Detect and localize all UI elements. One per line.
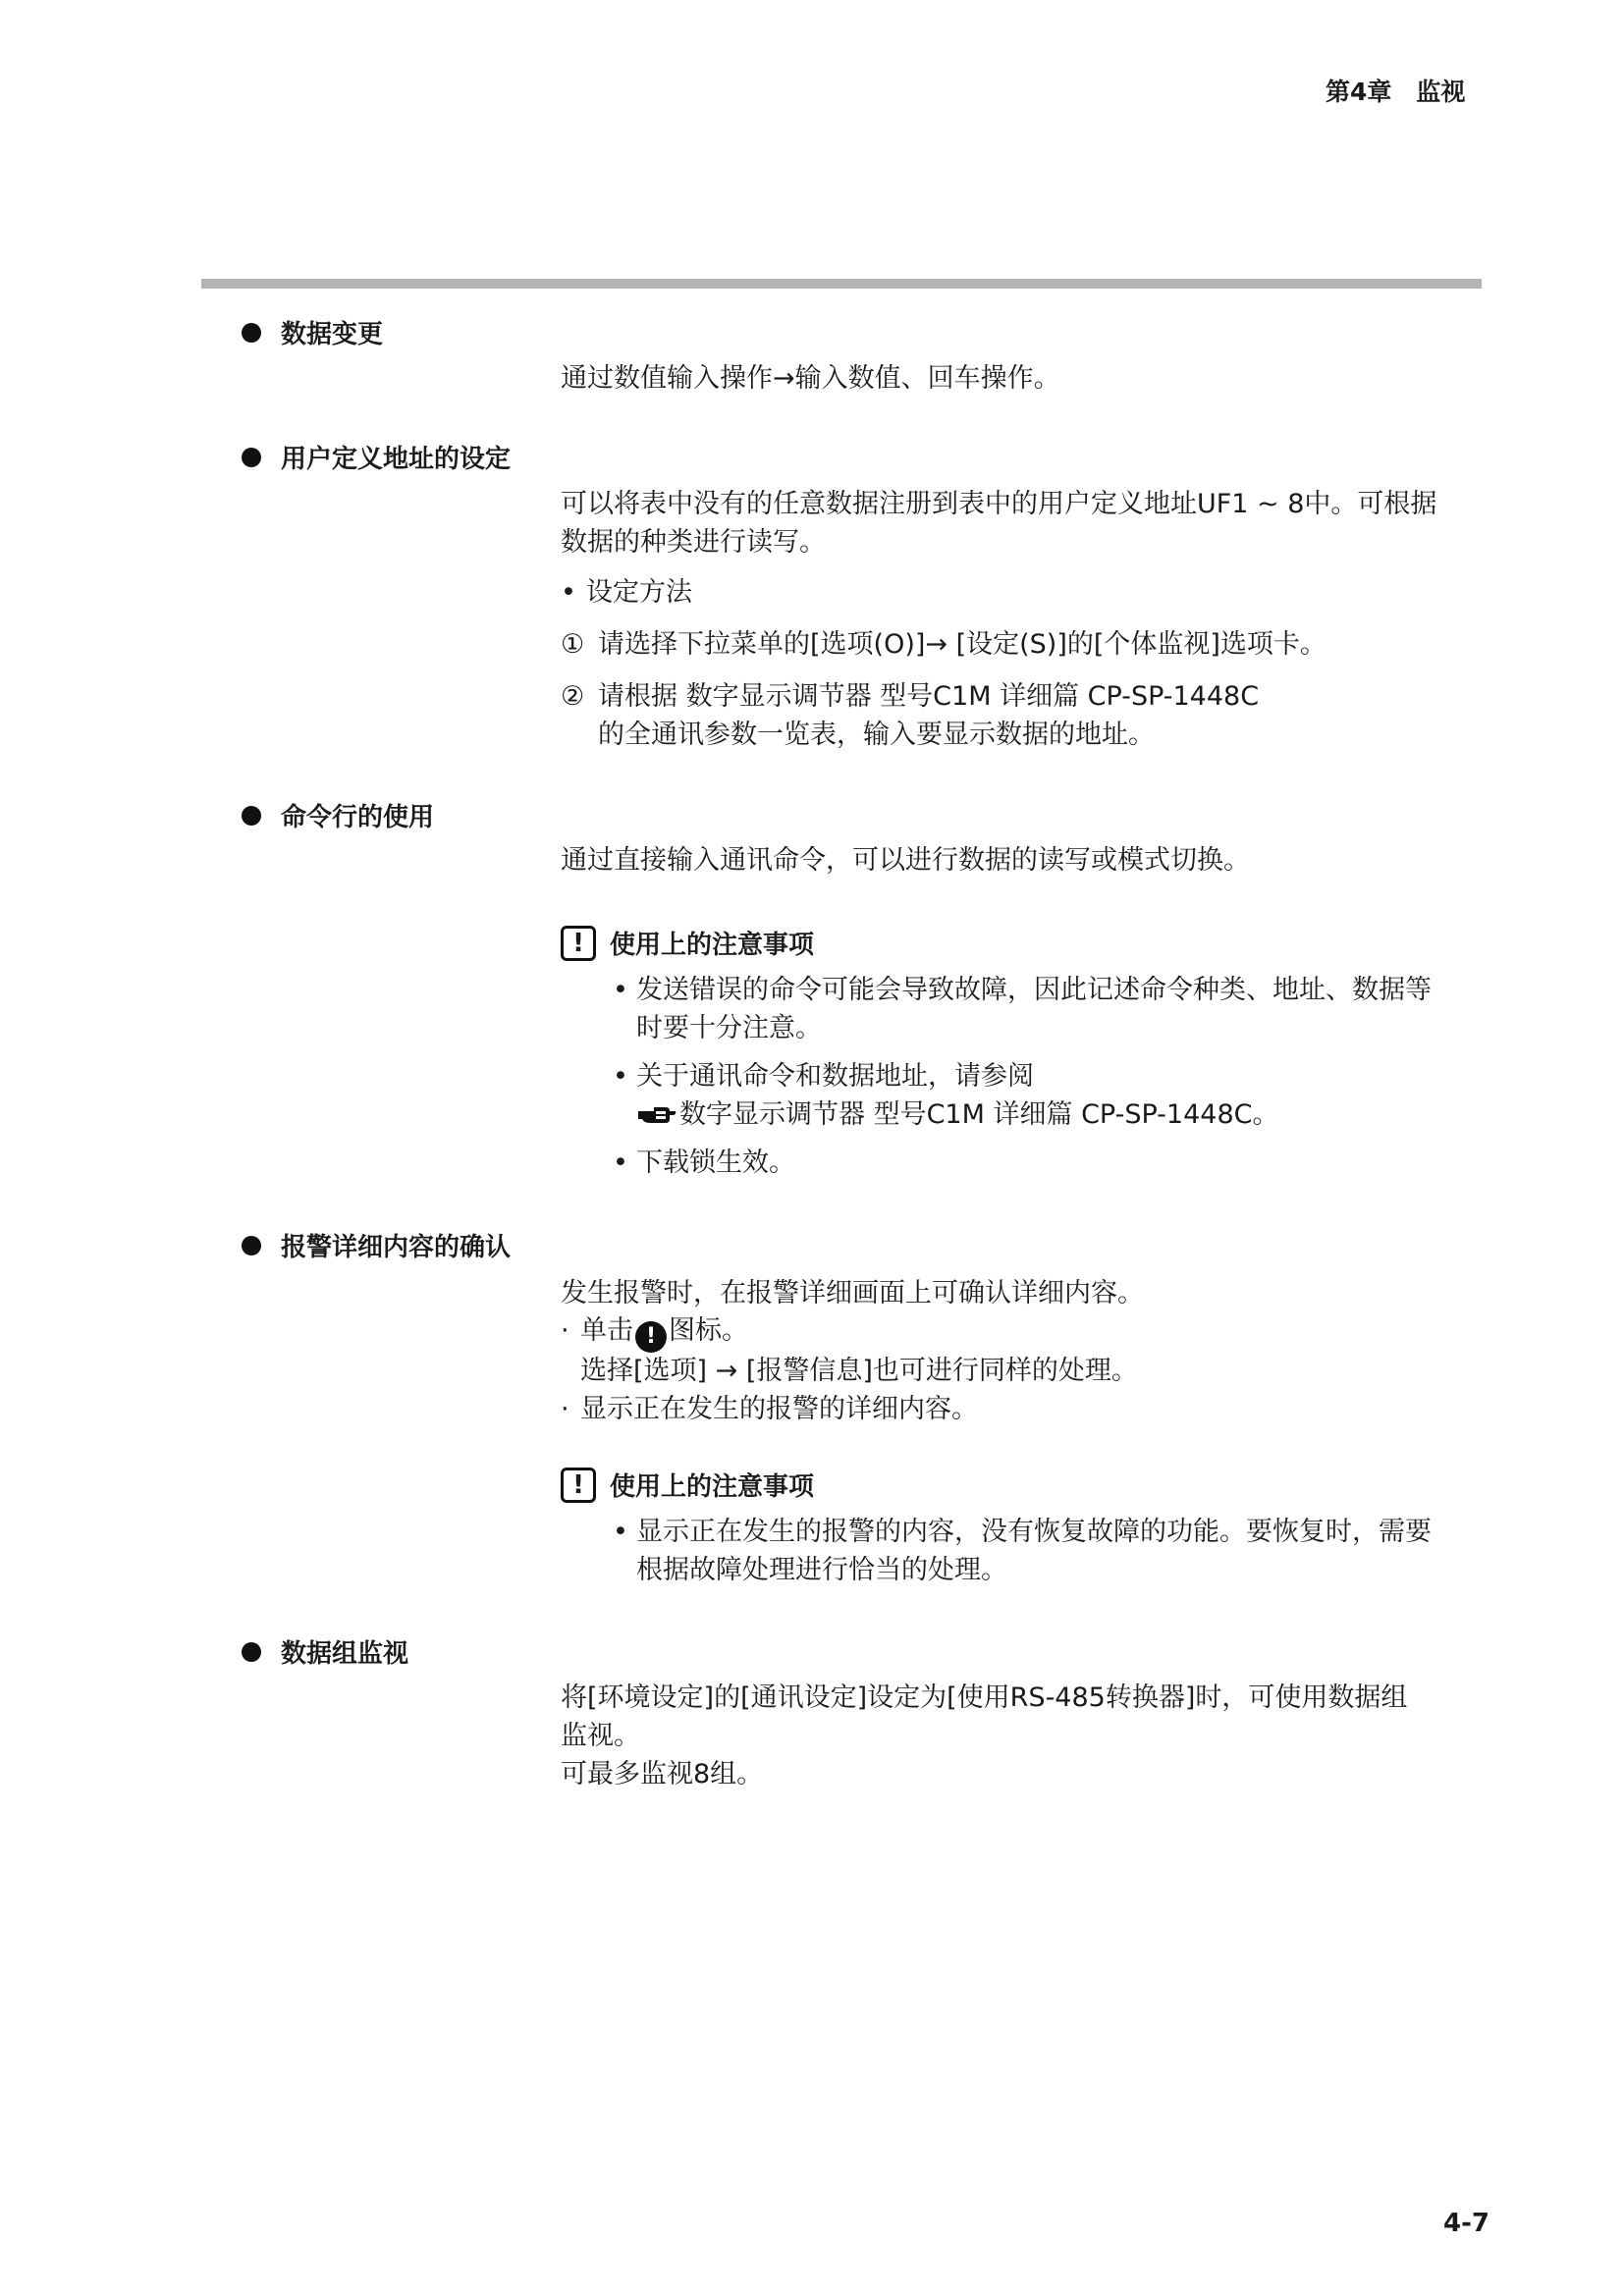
caution-item — [613, 1144, 1477, 1182]
caution-item — [613, 1513, 1477, 1589]
alarm-detail-body — [561, 1274, 1479, 1428]
bullet-dot-icon — [242, 323, 261, 343]
bullet-marker: · — [561, 1394, 569, 1424]
paragraph-line: 数据的种类进行读写。 — [561, 527, 826, 558]
icon-label: 图标。 — [669, 1315, 748, 1346]
click-label: 单击 — [580, 1315, 633, 1346]
step-number: ② — [561, 681, 585, 712]
caution-item — [613, 971, 1477, 1047]
bullet-marker: • — [613, 1061, 628, 1092]
section-divider — [201, 279, 1482, 289]
bullet-dot-icon — [242, 448, 261, 467]
paragraph-line: 可最多监视8组。 — [561, 1759, 764, 1789]
heading-label: 数据组监视 — [281, 1639, 409, 1669]
caution-ref — [636, 1095, 1279, 1134]
bullet-dot-icon — [242, 1236, 261, 1255]
heading-data-change — [242, 314, 383, 350]
alarm-item — [561, 1312, 1479, 1390]
data-group-body — [561, 1679, 1479, 1793]
caution-label: 使用上的注意事项 — [610, 1472, 815, 1502]
alarm-item-text: 选择[选项] → [报警信息]也可进行同样的处理。 — [580, 1356, 1138, 1386]
paragraph-line: 可以将表中没有的任意数据注册到表中的用户定义地址UF1 ~ 8中。可根据 — [561, 489, 1437, 519]
step-1 — [561, 625, 1479, 664]
caution-text: 时要十分注意。 — [636, 1013, 822, 1043]
alarm-item-text: 显示正在发生的报警的详细内容。 — [580, 1394, 978, 1424]
heading-alarm-detail — [242, 1227, 511, 1263]
heading-command-line — [242, 797, 434, 833]
caution-label: 使用上的注意事项 — [610, 931, 815, 960]
alarm-item — [561, 1390, 1479, 1428]
step-text: 的全通讯参数一览表，输入要显示数据的地址。 — [598, 720, 1155, 750]
caution-text: 显示正在发生的报警的内容，没有恢复故障的功能。要恢复时，需要 — [636, 1517, 1432, 1547]
heading-data-group — [242, 1633, 408, 1670]
paragraph-line: 监视。 — [561, 1721, 640, 1751]
step-text: 请选择下拉菜单的[选项(O)]→ [设定(S)]的[个体监视]选项卡。 — [598, 629, 1326, 660]
step-text: 请根据 数字显示调节器 型号C1M 详细篇 CP-SP-1448C — [598, 681, 1260, 712]
paragraph: 发生报警时，在报警详细画面上可确认详细内容。 — [561, 1278, 1144, 1308]
paragraph: 通过数值输入操作→输入数值、回车操作。 — [561, 363, 1060, 394]
caution-list — [613, 1513, 1477, 1599]
bullet-marker: • — [613, 1517, 628, 1547]
bullet-marker: • — [613, 1148, 628, 1178]
paragraph: 通过直接输入通讯命令，可以进行数据的读写或模式切换。 — [561, 845, 1250, 876]
command-line-text — [561, 841, 1479, 880]
alarm-item-text — [580, 1312, 1138, 1353]
caution-title — [561, 1467, 814, 1503]
user-address-body — [561, 485, 1479, 754]
bullet-dot-icon — [242, 806, 261, 826]
heading-label: 报警详细内容的确认 — [281, 1233, 512, 1262]
heading-label: 命令行的使用 — [281, 803, 435, 832]
pointing-hand-icon — [636, 1101, 677, 1127]
reference-text: 数字显示调节器 型号C1M 详细篇 CP-SP-1448C。 — [679, 1099, 1279, 1130]
step-number: ① — [561, 629, 585, 660]
method-item — [561, 573, 1479, 612]
caution-title — [561, 925, 814, 961]
heading-label: 用户定义地址的设定 — [281, 445, 512, 474]
bullet-marker: • — [613, 975, 628, 1005]
caution-item — [613, 1057, 1477, 1134]
caution-list — [613, 971, 1477, 1192]
chapter-title: 第4章 监视 — [1326, 78, 1466, 106]
caution-text: 根据故障处理进行恰当的处理。 — [636, 1555, 1007, 1585]
caution-text: 下载锁生效。 — [636, 1148, 795, 1178]
page-number: 4-7 — [1443, 2209, 1489, 2238]
data-change-text — [561, 359, 1479, 398]
heading-user-address — [242, 439, 511, 475]
bullet-marker: • — [561, 577, 576, 608]
alarm-info-icon: ! — [635, 1321, 667, 1353]
step-2 — [561, 677, 1479, 754]
bullet-dot-icon — [242, 1642, 261, 1662]
caution-icon: ! — [561, 1468, 596, 1503]
method-label: 设定方法 — [586, 577, 692, 608]
heading-label: 数据变更 — [281, 320, 384, 349]
caution-text: 发送错误的命令可能会导致故障，因此记述命令种类、地址、数据等 — [636, 975, 1432, 1005]
bullet-marker: · — [561, 1315, 569, 1346]
caution-icon: ! — [561, 926, 596, 961]
caution-text: 关于通讯命令和数据地址，请参阅 — [636, 1061, 1034, 1092]
paragraph-line: 将[环境设定]的[通讯设定]设定为[使用RS-485转换器]时，可使用数据组 — [561, 1682, 1408, 1713]
